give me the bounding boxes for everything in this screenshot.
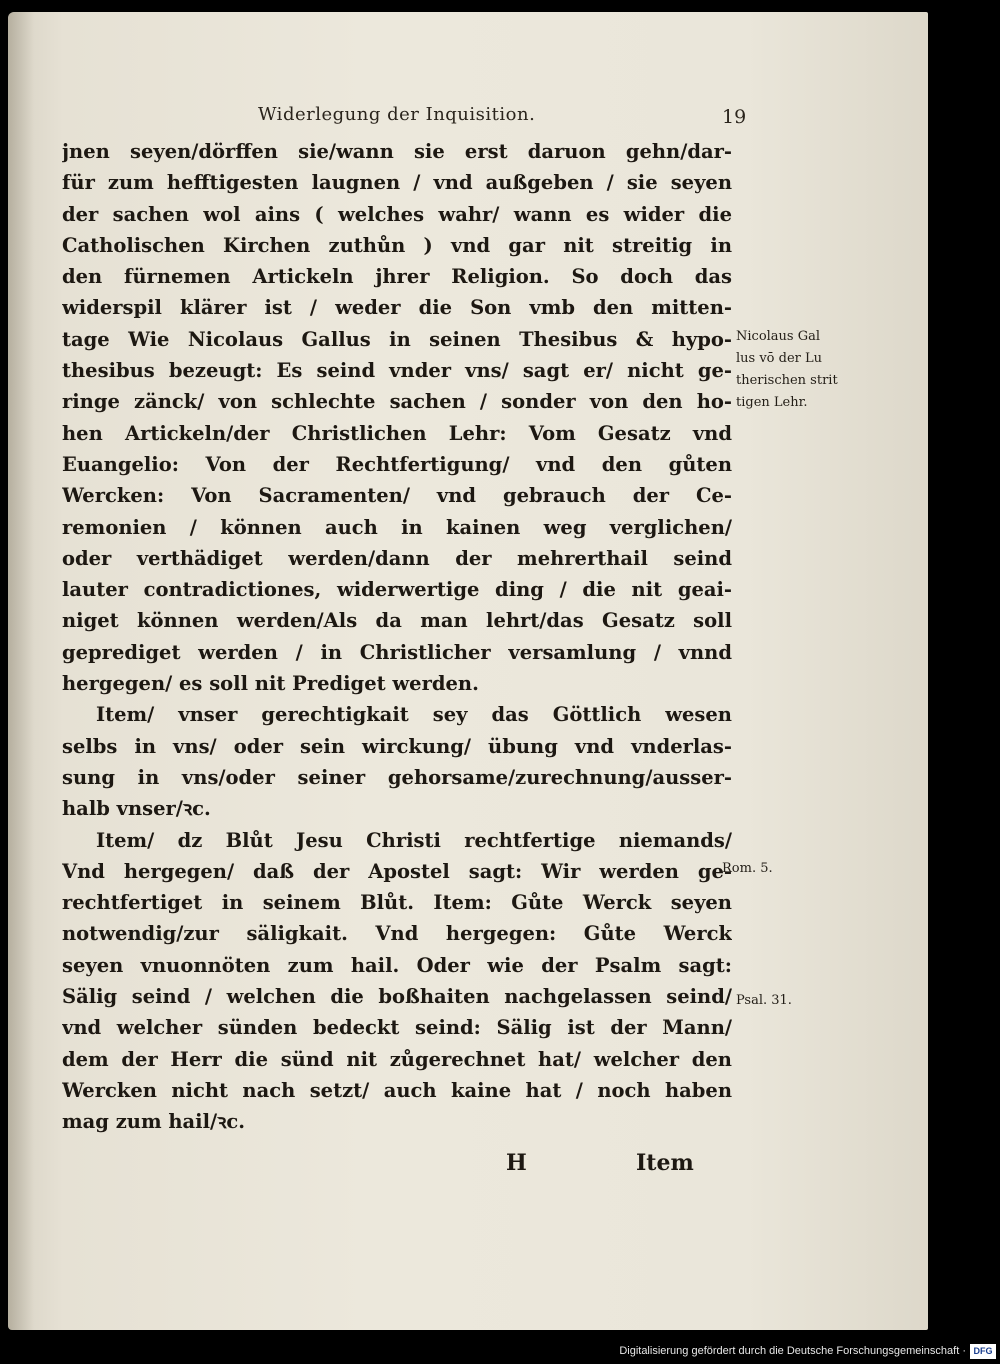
text-line: für zum hefftigesten laugnen / vnd außgeben / sie seyen xyxy=(62,171,732,195)
text-line: remonien / können auch in kainen weg verglichen/ xyxy=(62,515,732,539)
marginal-line: therischen strit xyxy=(736,373,838,388)
text-line: vnd welcher sünden bedeckt seind: Sälig ist der Mann/ xyxy=(62,1016,732,1040)
text-line: oder verthädiget werden/dann der mehrerthail seind xyxy=(62,546,732,570)
text-line: Sälig seind / welchen die boßhaiten nachgelassen seind/ xyxy=(62,985,732,1009)
text-line: der sachen wol ains ( welches wahr/ wann es wider die xyxy=(62,202,732,226)
text-line: seyen vnuonnöten zum hail. Oder wie der Psalm sagt: xyxy=(62,953,732,977)
digitization-credit-bar xyxy=(0,1342,1000,1364)
text-line: hen Artickeln/der Christlichen Lehr: Vom Gesatz vnd xyxy=(62,421,732,445)
page-gutter-shadow xyxy=(8,12,34,1330)
text-line: Item/ vnser gerechtigkait sey das Göttlich wesen xyxy=(96,703,732,727)
text-line: mag zum hail/ꝛc. xyxy=(62,1110,246,1134)
text-line: thesibus bezeugt: Es seind vnder vns/ sagt er/ nicht ge- xyxy=(62,359,732,383)
marginal-note-psal xyxy=(736,990,860,1012)
text-line: notwendig/zur säligkait. Vnd hergegen: Gůte Werck xyxy=(62,922,732,946)
text-line: Catholischen Kirchen zuthůn ) vnd gar nit streitig in xyxy=(62,233,732,257)
marginal-line: Nicolaus Gal xyxy=(736,329,821,344)
text-line: widerspil klärer ist / weder die Son vmb den mitten- xyxy=(62,296,732,320)
text-line: Wercken: Von Sacramenten/ vnd gebrauch der Ce- xyxy=(62,484,732,508)
text-line: Euangelio: Von der Rechtfertigung/ vnd den gůten xyxy=(62,452,732,476)
text-line: ringe zänck/ von schlechte sachen / sonder von den ho- xyxy=(62,390,732,414)
text-line: hergegen/ es soll nit Prediget werden. xyxy=(62,672,479,696)
catchword: Item xyxy=(636,1150,694,1176)
marginal-line: tigen Lehr. xyxy=(736,395,808,410)
text-line: lauter contradictiones, widerwertige ding / die nit geai- xyxy=(62,578,732,602)
text-line: selbs in vns/ oder sein wirckung/ übung vnd vnderlas- xyxy=(62,734,732,758)
text-line: jnen seyen/dörffen sie/wann sie erst daruon gehn/dar- xyxy=(62,140,732,163)
signature-mark: H xyxy=(506,1150,527,1176)
text-line: sung in vns/oder seiner gehorsame/zurechnung/ausser- xyxy=(62,765,732,789)
text-line: dem der Herr die sünd nit zůgerechnet hat/ welcher den xyxy=(62,1047,732,1071)
running-head xyxy=(0,104,1000,130)
body-text xyxy=(62,136,732,1138)
marginal-line: Psal. 31. xyxy=(736,993,792,1008)
text-line: niget können werden/Als da man lehrt/das Gesatz soll xyxy=(62,609,732,633)
marginal-note-rom xyxy=(722,858,846,880)
text-line: rechtfertiget in seinem Blůt. Item: Gůte Werck seyen xyxy=(62,891,732,915)
text-line: Wercken nicht nach setzt/ auch kaine hat / noch haben xyxy=(62,1078,732,1102)
text-line: Vnd hergegen/ daß der Apostel sagt: Wir werden ge- xyxy=(62,859,732,883)
marginal-note-nicolaus-gallus xyxy=(736,326,860,414)
text-line: den fürnemen Artickeln jhrer Religion. So doch das xyxy=(62,265,732,289)
marginal-line: lus vō der Lu xyxy=(736,351,823,366)
digitization-credit: Digitalisierung gefördert durch die Deutsche Forschungsgemeinschaft · xyxy=(619,1345,966,1357)
text-line: geprediget werden / in Christlicher versamlung / vnnd xyxy=(62,640,732,664)
text-line: halb vnser/ꝛc. xyxy=(62,797,211,821)
running-title: Widerlegung der Inquisition. xyxy=(258,104,536,125)
text-line: Item/ dz Blůt Jesu Christi rechtfertige niemands/ xyxy=(96,828,732,852)
text-line: tage Wie Nicolaus Gallus in seinen Thesibus & hypo- xyxy=(62,327,732,351)
marginal-line: Rom. 5. xyxy=(722,861,773,876)
page-number: 19 xyxy=(722,106,747,128)
dfg-logo: DFG xyxy=(970,1344,996,1359)
